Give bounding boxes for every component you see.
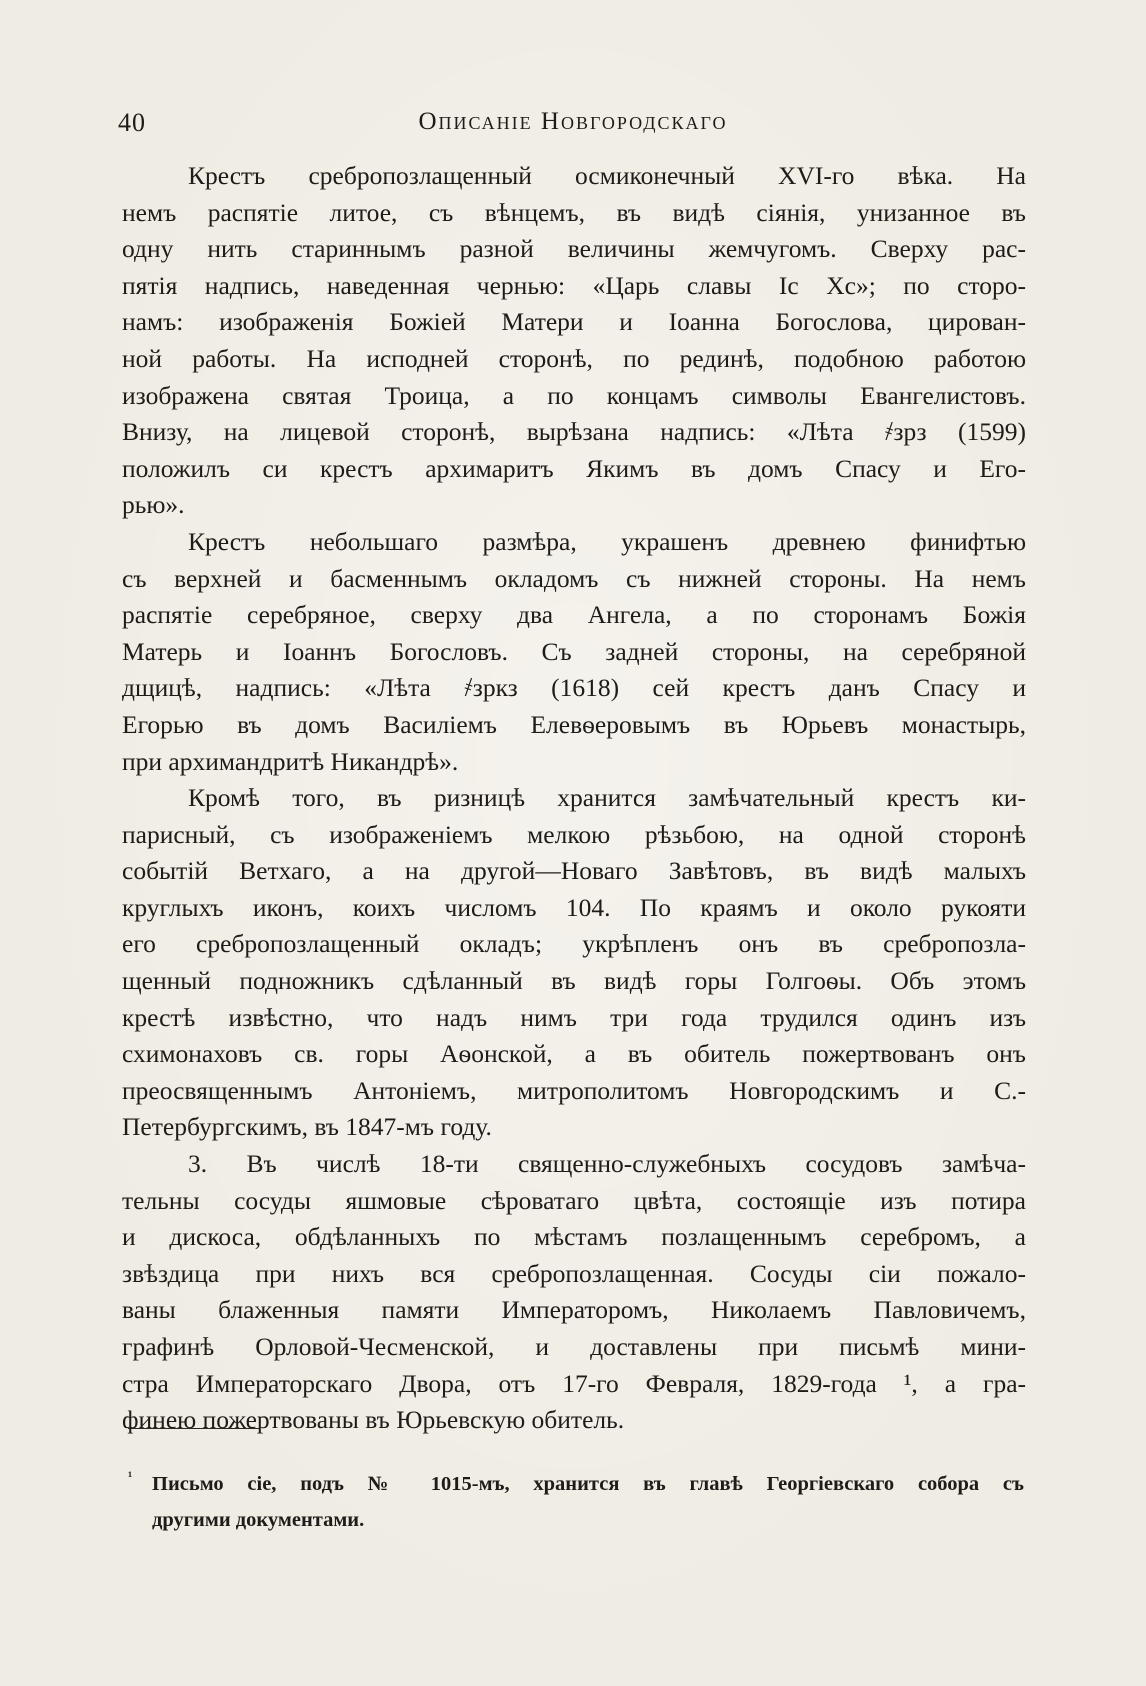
running-head bbox=[118, 108, 1028, 148]
text-line: пятія надпись, наведенная чернью: «Царь славы Іс Хс»; по сторо- bbox=[122, 270, 1026, 300]
footnote bbox=[124, 1466, 1024, 1538]
text-line: звѣздица при нихъ вся сребропозлащенная. Сосуды сіи пожало- bbox=[122, 1258, 1026, 1288]
text-line: распятіе серебряное, сверху два Ангела, а по сторонамъ Божія bbox=[122, 600, 1026, 630]
text-line: и дискоса, обдѣланныхъ по мѣстамъ позлащеннымъ серебромъ, а bbox=[122, 1222, 1026, 1252]
text-line: стра Императорскаго Двора, отъ 17-го Февраля, 1829-года ¹, а гра- bbox=[122, 1368, 1026, 1398]
text-line: Матерь и Іоаннъ Богословъ. Съ задней стороны, на серебряной bbox=[122, 636, 1026, 666]
text-line: тельны сосуды яшмовые сѣроватаго цвѣта, состоящіе изъ потира bbox=[122, 1185, 1026, 1215]
text-line: дщицѣ, надпись: «Лѣта ҂зркз (1618) сей крестъ данъ Спасу и bbox=[122, 673, 1026, 703]
text-line: 3. Въ числѣ 18-ти священно-служебныхъ сосудовъ замѣча- bbox=[188, 1149, 1026, 1179]
text-line: съ верхней и басменнымъ окладомъ съ нижней стороны. На немъ bbox=[122, 563, 1026, 593]
page-number: 40 bbox=[118, 108, 146, 137]
text-line: щенный подножникъ сдѣланный въ видѣ горы Голгоѳы. Объ этомъ bbox=[122, 966, 1026, 996]
footnote-marker: ¹ bbox=[128, 1470, 133, 1485]
text-line: графинѣ Орловой-Чесменской, и доставлены при письмѣ мини- bbox=[122, 1332, 1026, 1361]
text-line: финею пожертвованы въ Юрьевскую обитель. bbox=[122, 1405, 625, 1435]
text-line: Петербургскимъ, въ 1847-мъ году. bbox=[122, 1112, 492, 1142]
text-line: ной работы. На исподней сторонѣ, по рединѣ, подобною работою bbox=[122, 343, 1026, 373]
text-line: схимонаховъ св. горы Аѳонской, а въ обитель пожертвованъ онъ bbox=[122, 1039, 1026, 1069]
footnote-line-2: другими документами. bbox=[152, 1509, 365, 1531]
text-line: одну нить стариннымъ разной величины жемчугомъ. Сверху рас- bbox=[122, 234, 1026, 264]
text-line: Крестъ сребропозлащенный осмиконечный XVI-го вѣка. На bbox=[188, 161, 1026, 190]
text-line: событій Ветхаго, а на другой—Новаго Завѣтовъ, въ видѣ малыхъ bbox=[122, 856, 1026, 886]
text-line: положилъ си крестъ архимаритъ Якимъ въ домъ Спасу и Его- bbox=[122, 453, 1026, 483]
text-line: преосвященнымъ Антоніемъ, митрополитомъ Новгородскимъ и С.- bbox=[122, 1075, 1026, 1105]
text-line: изображена святая Троица, а по концамъ символы Евангелистовъ. bbox=[122, 380, 1026, 410]
body-text bbox=[122, 158, 1026, 1439]
text-line: Крестъ небольшаго размѣра, украшенъ древнею финифтью bbox=[188, 526, 1026, 556]
text-line: парисный, съ изображеніемъ мелкою рѣзьбою, на одной сторонѣ bbox=[122, 819, 1026, 849]
text-line: при архимандритѣ Никандрѣ». bbox=[122, 746, 459, 776]
text-line: ваны блаженныя памяти Императоромъ, Николаемъ Павловичемъ, bbox=[122, 1295, 1026, 1325]
footnote-line-1 bbox=[124, 1466, 1024, 1502]
text-line: намъ: изображенія Божіей Матери и Іоанна Богослова, цирован- bbox=[122, 307, 1026, 337]
text-line: крестѣ извѣстно, что надъ нимъ три года трудился одинъ изъ bbox=[122, 1002, 1026, 1032]
text-line: его сребропозлащенный окладъ; укрѣпленъ онъ въ сребропозла- bbox=[122, 929, 1026, 959]
text-line: Внизу, на лицевой сторонѣ, вырѣзана надпись: «Лѣта ҂зрз (1599) bbox=[122, 417, 1026, 447]
text-line: рью». bbox=[122, 490, 185, 520]
footnote-rule bbox=[128, 1428, 260, 1429]
text-line: немъ распятіе литое, съ вѣнцемъ, въ видѣ сіянія, унизанное въ bbox=[122, 197, 1026, 227]
text-line: круглыхъ иконъ, коихъ числомъ 104. По краямъ и около рукояти bbox=[122, 892, 1026, 922]
text-line: Егорью въ домъ Василіемъ Елевѳеровымъ въ Юрьевъ монастырь, bbox=[122, 709, 1026, 739]
footnote-text-1: Письмо сіе, подъ № 1015-мъ, хранится въ главѣ Георгіевскаго собора съ bbox=[152, 1473, 1024, 1495]
text-line: Кромѣ того, въ ризницѣ хранится замѣчательный крестъ ки- bbox=[188, 783, 1026, 813]
running-title: Описаніе Новгородскаго bbox=[418, 108, 728, 135]
